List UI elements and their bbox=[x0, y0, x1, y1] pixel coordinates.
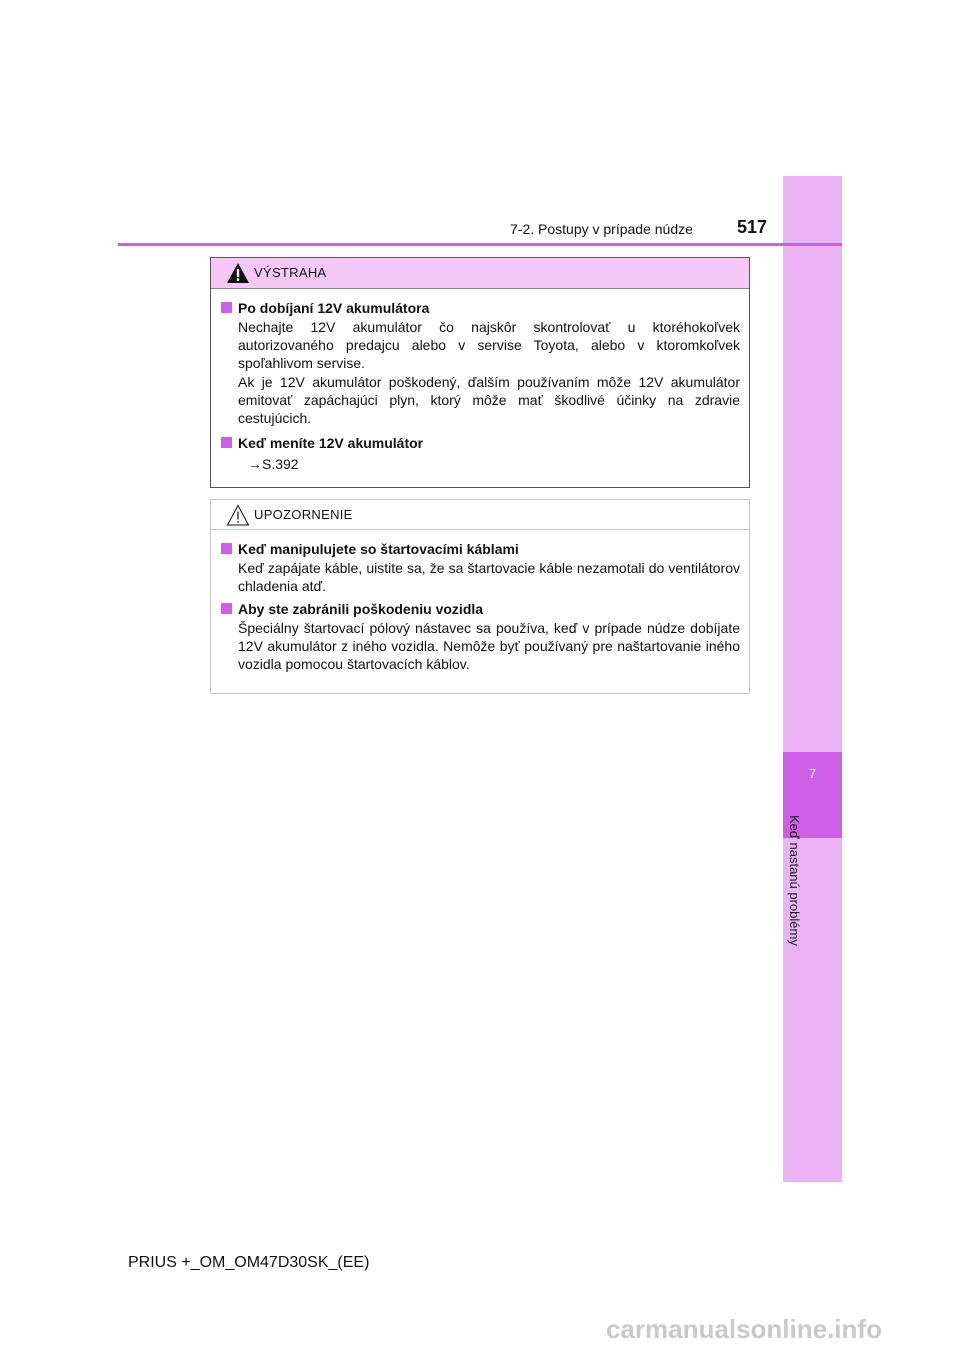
warning-triangle-icon bbox=[226, 262, 250, 284]
square-bullet-icon bbox=[221, 543, 232, 554]
square-bullet-icon bbox=[221, 603, 232, 614]
chapter-title: Keď nastanú problémy bbox=[787, 815, 802, 946]
section-title: 7-2. Postupy v prípade núdze bbox=[510, 221, 693, 237]
notice-item-title-text: Keď manipulujete so štartovacími káblami bbox=[238, 541, 519, 557]
caution-triangle-icon bbox=[226, 504, 250, 526]
chapter-number: 7 bbox=[808, 766, 817, 781]
notice-item-paragraph: Špeciálny štartovací pólový nástavec sa používa, keď v prípade núdze dobíjate 12V akumulátor z iného vozidla. Nemôže byť používaný pre naštartovanie iného vozidla pomocou štartovacích káblov. bbox=[238, 620, 740, 672]
notice-item-title-text: Aby ste zabránili poškodeniu vozidla bbox=[238, 601, 484, 617]
page-reference-text: S.392 bbox=[262, 456, 299, 472]
warning-label: VÝSTRAHA bbox=[254, 265, 327, 280]
warning-item-title bbox=[221, 434, 740, 452]
warning-item-title-text: Keď meníte 12V akumulátor bbox=[238, 435, 424, 451]
header-rule bbox=[118, 243, 842, 246]
notice-box bbox=[210, 499, 750, 694]
warning-content bbox=[211, 289, 749, 473]
notice-label: UPOZORNENIE bbox=[254, 507, 353, 522]
warning-item-title bbox=[221, 299, 740, 317]
square-bullet-icon bbox=[221, 437, 232, 448]
warning-item-paragraph: Nechajte 12V akumulátor čo najskôr skontrolovať u ktoréhokoľvek autorizovaného predajcu alebo v servise Toyota, alebo v ktoromkoľvek spoľahlivom servise. bbox=[238, 319, 740, 371]
notice-content bbox=[211, 530, 749, 673]
warning-item-paragraph: Ak je 12V akumulátor poškodený, ďalším používaním môže 12V akumulátor emitovať zapáchajúci plyn, ktorý môže mať škodlivé účinky na zdravie cestujúcich. bbox=[238, 374, 740, 426]
page-reference bbox=[221, 455, 740, 473]
notice-item-title bbox=[221, 540, 740, 558]
square-bullet-icon bbox=[221, 302, 232, 313]
arrow-right-icon: → bbox=[248, 456, 262, 472]
document-code: PRIUS +_OM_OM47D30SK_(EE) bbox=[128, 1254, 370, 1271]
page-number: 517 bbox=[737, 217, 768, 237]
warning-item-title-text: Po dobíjaní 12V akumulátora bbox=[238, 300, 430, 316]
notice-item-paragraph: Keď zapájate káble, uistite sa, že sa štartovacie káble nezamotali do ventilátorov chladenia atď. bbox=[238, 560, 740, 594]
notice-item-title bbox=[221, 600, 740, 618]
chapter-side-tab bbox=[783, 176, 842, 1182]
warning-box bbox=[210, 257, 750, 488]
watermark: carmanualsonline.info bbox=[606, 1314, 882, 1344]
warning-header bbox=[211, 258, 749, 289]
notice-header bbox=[211, 500, 749, 530]
